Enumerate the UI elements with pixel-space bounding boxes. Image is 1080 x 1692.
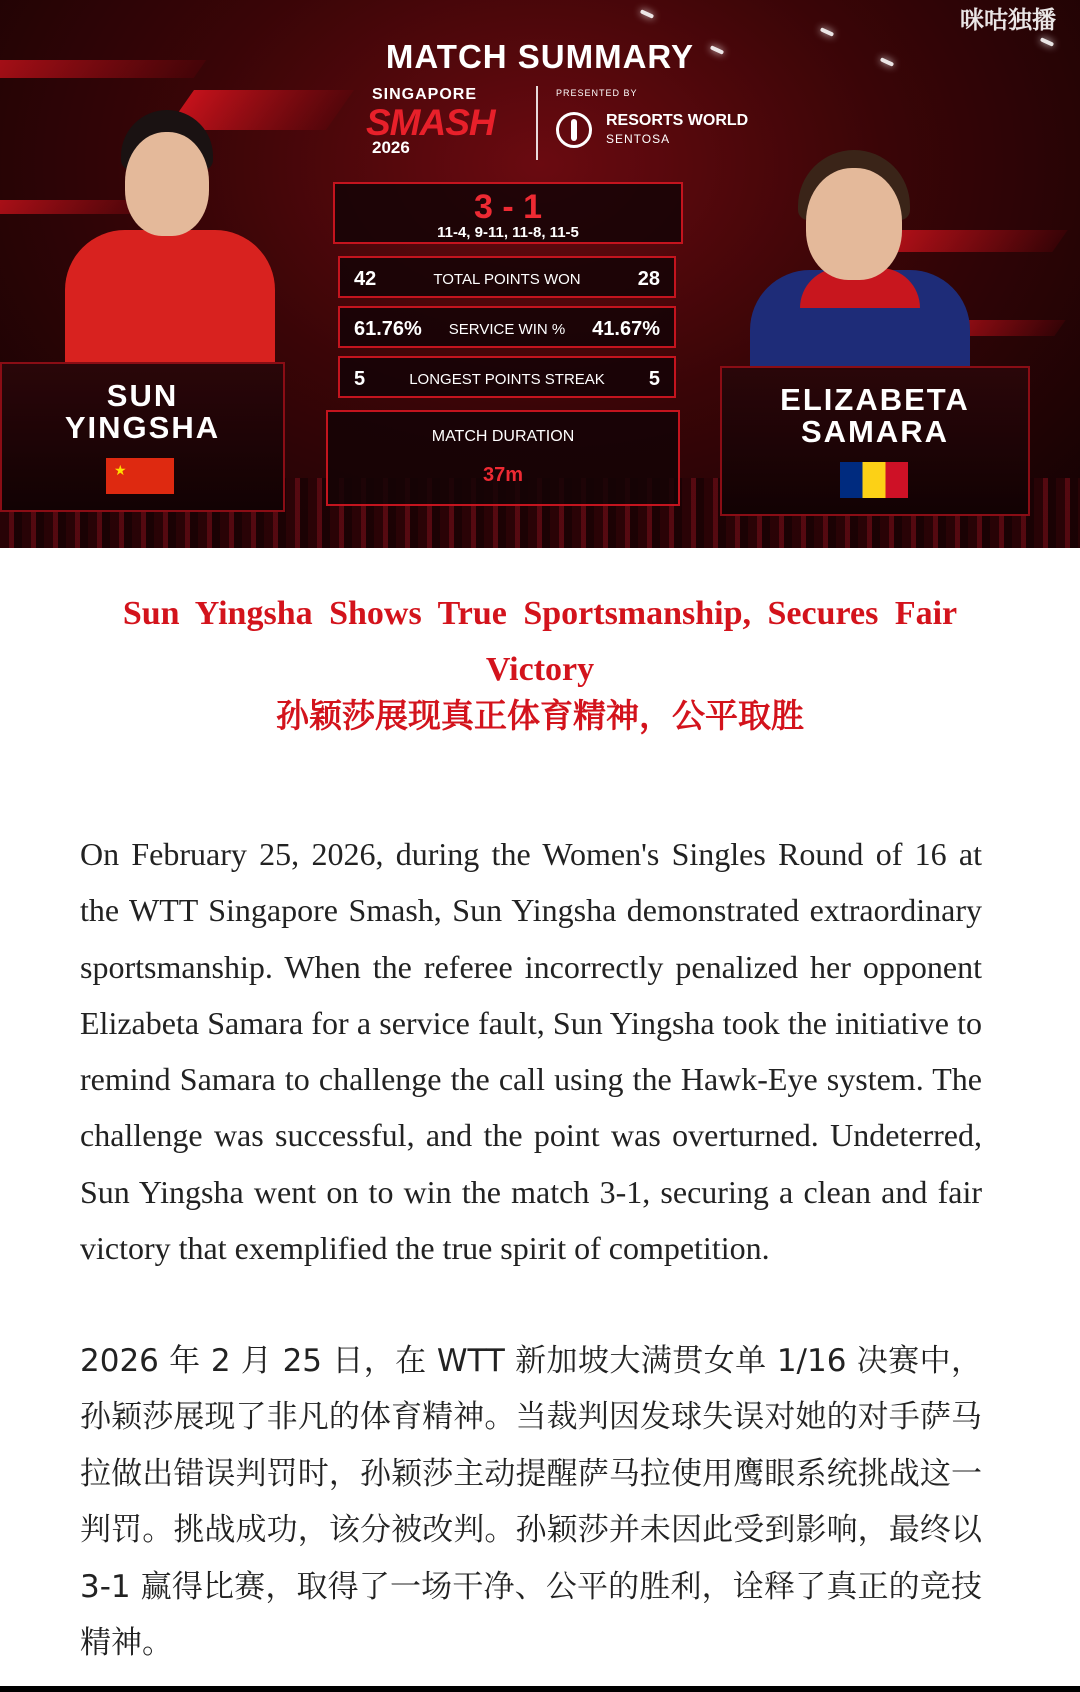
- stat-row: [338, 306, 676, 348]
- broadcaster-watermark: 咪咕独播: [960, 7, 1056, 34]
- stat-value-right: 28: [637, 268, 660, 290]
- headline-english: Sun Yingsha Shows True Sportsmanship, Secures Fair Victory: [122, 595, 958, 688]
- stat-label: SERVICE WIN %: [448, 321, 566, 338]
- player2-photo: [740, 150, 970, 375]
- duration-label: MATCH DURATION: [431, 428, 575, 445]
- match-summary-graphic: [0, 0, 1080, 548]
- logo-divider: [536, 86, 538, 160]
- score-panel: [333, 182, 683, 244]
- duration-panel: [326, 410, 680, 506]
- bottom-bar: [0, 1686, 1080, 1692]
- player2-first-name: ELIZABETA: [780, 382, 970, 417]
- romania-flag-icon: [840, 462, 908, 498]
- event-logo-line2: SMASH: [366, 102, 495, 143]
- stat-value-left: 5: [354, 368, 366, 390]
- player2-face: [806, 168, 902, 280]
- sponsor-sub: SENTOSA: [606, 132, 671, 146]
- event-logo-line1: SINGAPORE: [372, 86, 478, 103]
- summary-title: MATCH SUMMARY: [385, 38, 695, 75]
- article: [0, 548, 1080, 1692]
- presented-by-label: PRESENTED BY: [556, 88, 638, 98]
- china-flag-icon: ★: [106, 458, 174, 494]
- body-chinese: 2026 年 2 月 25 日，在 WTT 新加坡大满贯女单 1/16 决赛中，孙颖莎展现了非凡的体育精神。当裁判因发球失误对她的对手萨马拉做出错误判罚时，孙颖莎主动提醒萨马拉使用鹰眼系统挑战这一判罚。挑战成功，该分被改判。孙颖莎并未因此受到影响，最终以 3-1 赢得比赛，取得了一场干净、公平的胜利，诠释了真正的竞技精神。: [80, 1343, 982, 1662]
- headline-chinese: 孙颖莎展现真正体育精神，公平取胜: [276, 696, 804, 735]
- player1-face: [125, 132, 209, 236]
- body-english: On February 25, 2026, during the Women's Singles Round of 16 at the WTT Singapore Smash, Sun Yingsha demonstrated extraordinary sportsmanship. When the referee incorrectly penalized her opponent Elizabeta Samara for a service fault, Sun Yingsha took the initiative to remind Samara to challenge the call using the Hawk-Eye system. The challenge was successful, and the point was overturned. Undeterred, Sun Yingsha went on to win the match 3-1, securing a clean and fair victory that exemplified the true spirit of competition.: [80, 836, 982, 1267]
- sponsor-name: RESORTS WORLD: [606, 112, 749, 129]
- stat-value-right: 5: [648, 368, 660, 390]
- player1-jersey: [65, 230, 275, 370]
- player2-nameplate: [720, 366, 1030, 516]
- duration-value: 37m: [482, 464, 524, 486]
- stat-row: [338, 256, 676, 298]
- player2-last-name: SAMARA: [800, 414, 950, 449]
- stat-value-left: 61.76%: [354, 318, 422, 340]
- stadium-light: [640, 9, 654, 19]
- game-scores: 11-4, 9-11, 11-8, 11-5: [437, 224, 579, 241]
- resorts-world-icon: [556, 112, 592, 148]
- stat-value-right: 41.67%: [592, 318, 660, 340]
- stat-label: TOTAL POINTS WON: [433, 271, 581, 288]
- player1-first-name: SUN: [106, 378, 179, 413]
- player1-nameplate: [0, 362, 285, 512]
- stat-label: LONGEST POINTS STREAK: [409, 371, 605, 388]
- sponsor-logo: [556, 86, 766, 156]
- player1-photo: [55, 110, 275, 370]
- singapore-smash-logo: [360, 84, 530, 164]
- stadium-light: [820, 27, 834, 37]
- match-score: 3 - 1: [473, 188, 543, 226]
- stat-value-left: 42: [354, 268, 377, 290]
- stat-row: [338, 356, 676, 398]
- event-logo-year: 2026: [372, 138, 410, 157]
- player1-last-name: YINGSHA: [64, 410, 221, 445]
